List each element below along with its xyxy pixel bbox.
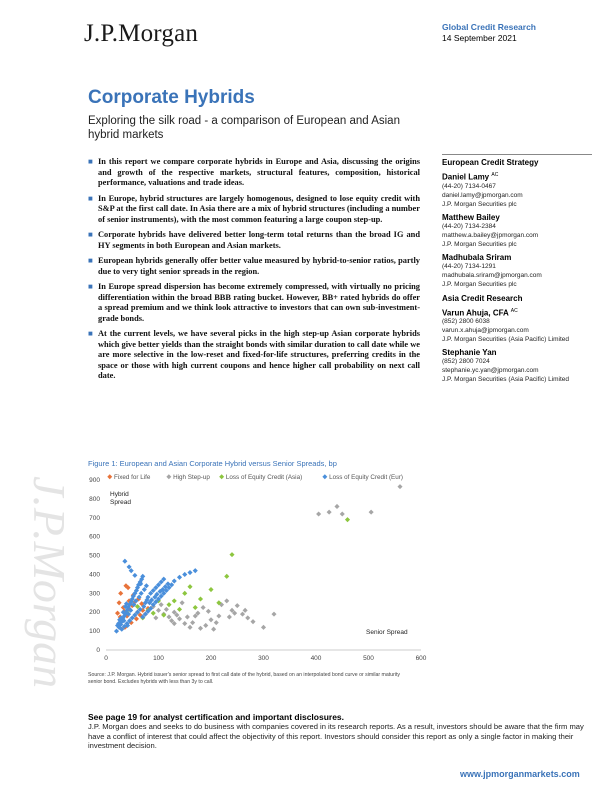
y-tick-label: 100	[89, 628, 100, 636]
sidebar-divider	[442, 154, 592, 155]
analyst-firm: J.P. Morgan Securities plc	[442, 200, 517, 208]
department-label: Global Credit Research	[442, 22, 537, 32]
data-point	[161, 613, 166, 618]
data-point	[118, 591, 123, 596]
data-point	[187, 584, 192, 589]
data-point	[177, 607, 182, 612]
bullet-item: ■ In this report we compare corporate hybrids in Europe and Asia, discussing the origins and growth of the respective markets, structural features, composition, historical performance, valuations and trade ideas.	[88, 157, 420, 187]
bullet-item: ■ Corporate hybrids have delivered better long-term total returns than the broad IG and HY segments in both European and Asian markets.	[88, 230, 420, 250]
footer-link[interactable]: www.jpmorganmarkets.com	[460, 769, 580, 779]
data-point	[369, 510, 374, 515]
data-point	[235, 603, 240, 608]
section-asia-credit: Asia Credit Research	[442, 293, 523, 303]
data-point	[397, 484, 402, 489]
x-tick-label: 100	[153, 655, 164, 662]
data-point	[166, 602, 171, 607]
x-tick-label: 500	[363, 655, 374, 662]
data-point	[159, 602, 164, 607]
y-tick-label: 0	[96, 647, 100, 654]
analyst-sidebar	[442, 154, 592, 384]
analyst-firm: J.P. Morgan Securities (Asia Pacific) Limited	[442, 336, 570, 344]
analyst-phone: (44-20) 7134-2384	[442, 222, 496, 230]
x-tick-label: 0	[104, 655, 108, 662]
legend-marker	[219, 474, 224, 479]
bullet-item: ■ At the current levels, we have several picks in the high step-up Asian corporate hybrids which give better yields than the straight bonds with similar duration to call date while we are more selective in the low-reset and fixed-for-life structures, preferring credits in the space or those with high current coupons and hence higher call probability on next call date.	[88, 329, 420, 380]
summary-bullets	[88, 157, 420, 387]
legend-label: High Step-up	[173, 474, 210, 481]
data-point	[224, 574, 229, 579]
analyst-firm: J.P. Morgan Securities plc	[442, 240, 517, 248]
data-point	[193, 568, 198, 573]
analyst-firm: J.P. Morgan Securities (Asia Pacific) Limited	[442, 376, 570, 384]
section-european-credit: European Credit Strategy	[442, 158, 539, 167]
data-point	[153, 615, 158, 620]
data-point	[345, 517, 350, 522]
data-point	[182, 591, 187, 596]
data-point	[214, 620, 219, 625]
analyst-email[interactable]: madhubala.sriram@jpmorgan.com	[442, 271, 542, 279]
y-tick-label: 300	[89, 590, 100, 598]
data-point	[245, 615, 250, 620]
x-tick-label: 400	[310, 655, 322, 662]
data-point	[172, 579, 177, 584]
analyst-email[interactable]: matthew.a.bailey@jpmorgan.com	[442, 231, 539, 239]
data-point	[261, 625, 266, 630]
x-axis-annotation: Senior Spread	[366, 629, 408, 636]
report-date: 14 September 2021	[442, 33, 517, 43]
data-point	[203, 623, 208, 628]
report-subtitle: Exploring the silk road - a comparison of European and Asian hybrid markets	[88, 115, 400, 141]
y-tick-label: 700	[89, 514, 100, 522]
analyst-name: Varun Ahuja, CFA $^{AC}$	[442, 307, 518, 318]
data-point	[185, 614, 190, 619]
bullet-icon: ■	[88, 329, 93, 338]
analyst-phone: (852) 2800 6038	[442, 318, 490, 326]
scatter-chart	[84, 470, 429, 670]
data-point	[151, 611, 156, 616]
analyst-name: Matthew Bailey	[442, 212, 500, 222]
source-note: Source: J.P. Morgan. Hybrid issuer's senior spread to first call date of the hybrid, based on an interpolated bond curve or similar maturity senior bond. Excludes hybrids with less than 3y to call.	[88, 672, 401, 685]
data-point	[182, 572, 187, 577]
disclosure-heading[interactable]: See page 19 for analyst certification and important disclosures.	[88, 712, 345, 722]
data-point	[271, 612, 276, 617]
data-point	[122, 559, 127, 564]
data-point	[156, 608, 161, 613]
analyst-phone: (44-20) 7134-1291	[442, 262, 496, 270]
y-tick-label: 800	[89, 495, 100, 503]
y-tick-label: 200	[89, 609, 100, 617]
data-point	[316, 511, 321, 516]
data-point	[190, 620, 195, 625]
y-tick-label: 400	[89, 571, 100, 579]
data-point	[132, 573, 137, 578]
data-point	[250, 619, 255, 624]
data-point	[164, 607, 169, 612]
data-point	[114, 629, 119, 634]
analyst-email[interactable]: daniel.lamy@jpmorgan.com	[442, 191, 523, 199]
legend-label: Fixed for Life	[114, 474, 151, 481]
header-info	[442, 22, 536, 44]
data-point	[240, 612, 245, 617]
disclosure-body: J.P. Morgan does and seeks to do business with companies covered in its research reports. As a result, investors should be aware that the firm may have a conflict of interest that could affect the objectivity of this report. Investors should consider this report as only a single factor in making their investment decision.	[88, 722, 584, 751]
analyst-name: Stephanie Yan	[442, 348, 497, 358]
analyst-email[interactable]: varun.x.ahuja@jpmorgan.com	[442, 327, 529, 335]
y-tick-label: 600	[89, 533, 100, 541]
bullet-icon: ■	[88, 282, 93, 291]
bullet-icon: ■	[88, 157, 93, 166]
analyst-firm: J.P. Morgan Securities plc	[442, 280, 517, 288]
data-point	[327, 510, 332, 515]
legend-label: Loss of Equity Credit (Eur)	[329, 474, 403, 481]
jpmorgan-logo: J.P.Morgan	[84, 20, 199, 47]
data-point	[193, 605, 198, 610]
bullet-item: ■ In Europe, hybrid structures are largely homogenous, designed to lose equity credit with S&P at the first call date. In Asia there are a mix of hybrid structures (including a number of senior instruments), with the most common featuring a large coupon step-up.	[88, 193, 420, 224]
data-point	[177, 575, 182, 580]
data-point	[334, 504, 339, 509]
report-title: Corporate Hybrids	[88, 87, 255, 108]
chart-legend	[107, 474, 403, 481]
data-point	[180, 600, 185, 605]
analyst-phone: (852) 2800 7024	[442, 358, 490, 366]
data-point	[227, 614, 232, 619]
y-tick-label: 500	[89, 552, 100, 560]
bullet-icon: ■	[88, 193, 93, 203]
data-point	[340, 511, 345, 516]
y-axis-annotation: Hybrid Spread	[110, 491, 131, 506]
x-tick-label: 600	[415, 655, 427, 662]
legend-marker	[322, 474, 327, 479]
x-tick-label: 300	[258, 655, 269, 662]
bullet-item: ■ European hybrids generally offer better value measured by hybrid-to-senior ratios, partly due to very tight senior spreads in the region.	[88, 256, 420, 276]
legend-marker	[107, 474, 112, 479]
data-point	[206, 609, 211, 614]
data-point	[224, 598, 229, 603]
svg-text:J.P.Morgan: J.P.Morgan	[24, 476, 75, 689]
data-point	[243, 608, 248, 613]
y-tick-label: 900	[89, 477, 100, 484]
data-point	[115, 611, 120, 616]
jpmorgan-watermark-logo	[4, 466, 75, 696]
analyst-phone: (44-20) 7134-0467	[442, 182, 496, 190]
data-point	[208, 617, 213, 622]
bullet-item: ■ In Europe spread dispersion has become extremely compressed, with virtually no pricing differentiation within the broad BBB rating bucket. However, BB+ rated hybrids do offer a spread premium and we think look attractive to investors that can own sub-investment-grade bonds.	[88, 282, 420, 323]
data-point	[208, 587, 213, 592]
data-point	[166, 614, 171, 619]
data-point	[187, 570, 192, 575]
legend-marker	[166, 474, 171, 479]
data-point	[198, 596, 203, 601]
legend-label: Loss of Equity Credit (Asia)	[225, 474, 303, 481]
data-point	[201, 605, 206, 610]
data-point	[177, 616, 182, 621]
analyst-name: Madhubala Sriram	[442, 252, 512, 262]
data-point	[117, 600, 122, 605]
data-point	[172, 598, 177, 603]
bullet-icon: ■	[88, 230, 93, 239]
data-point	[211, 627, 216, 632]
x-tick-label: 200	[205, 655, 217, 662]
analyst-name: Daniel Lamy $^{AC}$	[442, 172, 499, 182]
analyst-email[interactable]: stephanie.yc.yan@jpmorgan.com	[442, 367, 539, 375]
data-point	[229, 552, 234, 557]
data-point	[182, 621, 187, 626]
figure-title: Figure 1: European and Asian Corporate Hybrid versus Senior Spreads, bp	[88, 459, 337, 468]
data-point	[198, 626, 203, 631]
bullet-icon: ■	[88, 256, 93, 265]
data-point	[216, 613, 221, 618]
chart-points	[114, 484, 403, 634]
data-point	[187, 625, 192, 630]
